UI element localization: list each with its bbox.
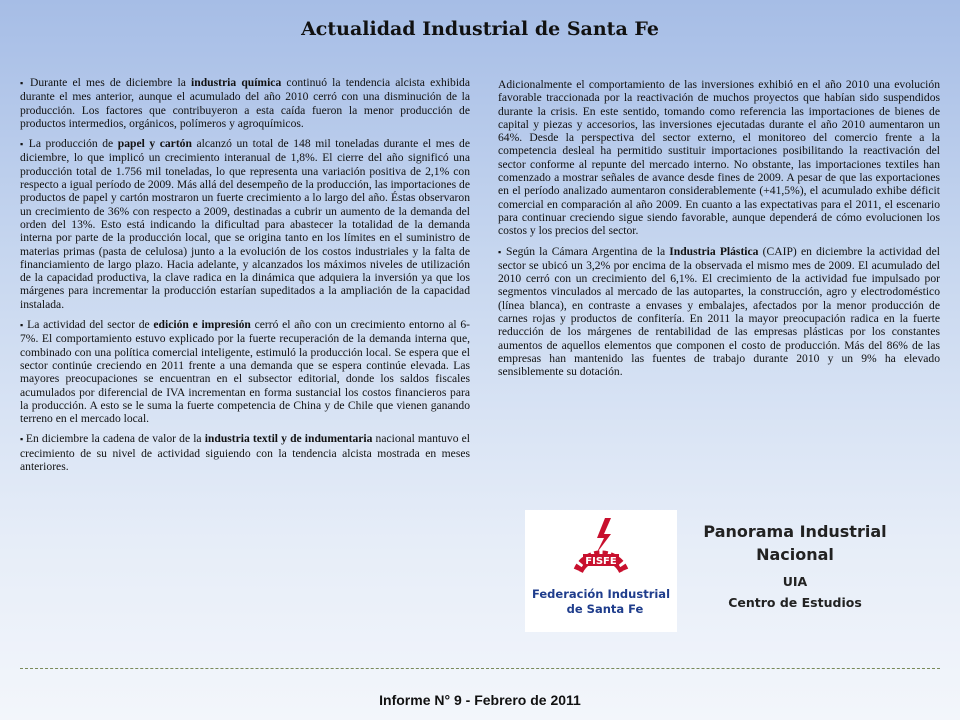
panorama-title-line2: Nacional <box>756 545 834 564</box>
text-segment: (CAIP) en diciembre la actividad del sector se ubicó un 3,2% por encima de la observada el mismo mes de 2009. El acumulado del 2010 cerró con un crecimiento del 6,1%. El crecimiento de la actividad fue impulsado por segmentos vinculados al mercado de las autopartes, la construcción, agro y electrodoméstico (línea blanca), en contraste a envases y embalajes, afectados por la menor producción de carnes rojas y productos de confitería. En 2011 la mayor preocupación radica en la fuerte reducción de los márgenes de rentabilidad de las empresas plásticas por los constantes aumentos de aquellos elementos que componen el costo de producción. Más del 86% de las empresas han mantenido las fuentes de trabajo durante 2010 y un 9% ha elevado sensiblemente su dotación. <box>498 244 940 379</box>
footer-divider <box>20 668 940 669</box>
text-segment: La actividad del sector de <box>27 318 154 332</box>
logo-name-line2: de Santa Fe <box>566 602 644 616</box>
paragraph-plastica <box>498 245 940 379</box>
text-segment: Durante el mes de diciembre la <box>29 76 192 89</box>
left-column <box>20 76 470 480</box>
fisfe-logo <box>525 510 677 632</box>
sector-highlight: industria textil y de indumentaria <box>204 432 373 446</box>
text-segment: nacional mantuvo el crecimiento de su nivel de actividad siguiendo con la tendencia alcista mostrada en meses anteriores. <box>20 432 470 474</box>
text-segment: La producción de <box>28 137 118 151</box>
right-column <box>498 78 940 386</box>
paragraph-papel <box>20 137 470 311</box>
report-footer: Informe N° 9 - Febrero de 2011 <box>379 692 581 708</box>
logo-name-line1: Federación Industrial <box>531 587 671 601</box>
text-segment: En diciembre la cadena de valor de la <box>25 432 205 446</box>
page-title: Actualidad Industrial de Santa Fe <box>301 18 659 40</box>
fisfe-gear-logo-icon <box>525 510 677 632</box>
panorama-block <box>690 520 900 610</box>
paragraph-textil <box>20 432 470 473</box>
sector-highlight: Industria Plástica <box>669 244 759 258</box>
sector-highlight: edición e impresión <box>153 318 251 332</box>
text-segment: Según la Cámara Argentina de la <box>506 244 670 258</box>
panorama-center: Centro de Estudios <box>728 595 862 610</box>
text-segment: cerró el año con un crecimiento entorno al 6-7%. El comportamiento estuvo explicado por la fuerte recuperación de la demanda interna que, combinado con una política comercial inteligente, estimuló la producción local. Se espera que el sector continúe creciendo en 2011 frente a una demanda que se espera continúe elevada. Las mayores preocupaciones se encuentran en el subsector editorial, donde los saldos fiscales acumulados por diferencial de IVA incrementan en forma sustancial los costos financieros para la producción. A esto se le suma la fuerte competencia de China y de Chile que vienen ganando terreno en el mercado local. <box>20 318 470 426</box>
paragraph-quimica <box>20 76 470 130</box>
paragraph-inversiones: Adicionalmente el comportamiento de las inversiones exhibió en el año 2010 una evolución favorable traccionada por la reactivación de muchos proyectos que habían sido suspendidos durante la crisis. En este sentido, tomando como referencia las importaciones de bienes de capital y piezas y accesorios, las inversiones ejecutadas durante el año 2010 aumentaron un 64%. Desde la perspectiva del sector externo, el monitoreo del comercio frente a la competencia desleal ha permitido sustituir importaciones posibilitando la reactivación del sector conforme al repunte del mercado interno. No obstante, las importaciones textiles han comenzado a mostrar señales de avance desde fines de 2009. A pesar de que las exportaciones en el período analizado aumentaron considerablemente (+41,5%), el acumulado exhibe déficit comercial en comparación al año 2009. En cuanto a las expectativas para el 2011, el escenario para continuar creciendo sigue siendo favorable, aunque dependerá de cómo evolucionen los costos y los precios del sector. <box>498 78 940 238</box>
text-segment: continuó la tendencia alcista exhibida durante el mes anterior, aunque el acumulado del año 2010 cerró con una disminución de la producción. Los factores que contribuyeron a esta caída fueron la menor producción de productos intermedios, orgánicos, polímeros y agroquímicos. <box>20 76 470 130</box>
text-segment: alcanzó un total de 148 mil toneladas durante el mes de diciembre, lo que implicó un crecimiento interanual de 1,8%. El cierre del año significó una producción total de 1.756 mil toneladas, lo que representa una variación positiva de 2,1% con respecto a igual período de 2009. Más allá del desempeño de la producción, las importaciones de productos de papel y cartón mostraron un fuerte crecimiento a lo largo del año. Éstas observaron un crecimiento de 36% con respecto a 2009, destinadas a cubrir un aumento de la demanda del orden del 13%. Esto está indicando la dificultad para abastecer la totalidad de la demanda interna por parte de la producción local, que se origina tanto en los límites en el suministro de materias primas (pasta de celulosa) junto a la evolución de los costos industriales y la falta de financiamiento de largo plazo. Hacia adelante, y alcanzados los máximos niveles de utilización de la capacidad productiva, la clave radica en la dinámica que adquiera la inversión ya que los márgenes para incrementar la producción estarían supeditados a la ampliación de la capacidad instalada. <box>20 137 470 311</box>
paragraph-edicion <box>20 318 470 425</box>
sector-highlight: papel y cartón <box>117 137 192 151</box>
panorama-org: UIA <box>782 574 808 589</box>
sector-highlight: industria química <box>191 76 282 89</box>
panorama-title-line1: Panorama Industrial <box>703 522 887 541</box>
logo-acronym: FISFE <box>585 556 617 567</box>
